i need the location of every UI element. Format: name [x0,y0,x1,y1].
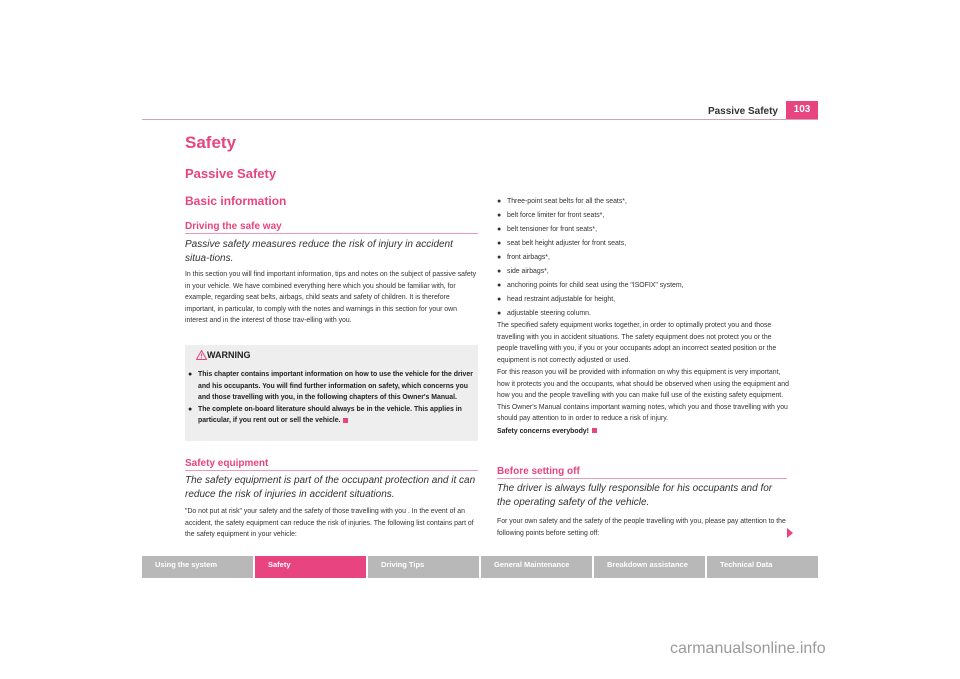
driving-body: In this section you will find important information, tips and notes on the subject of passive safety in your vehicle. We have combined everything here which you should be familiar with, for example, regarding seat belts, airbags, child seats and safety of children. It is therefore important, in particular, to comply with the notes and warnings in this section for your own interest and in the interest of those trav-elling with you. [185,271,477,324]
bullet-icon: ● [497,198,502,205]
paragraph: For this reason you will be provided with information on why this equipment is very important, how it protects you and the occupants, what should be observed when using the equipment and how you and the people travelling with you can make full use of the existing safety equipment. This Owner's Manual contains important warning notes, which you and those travelling with you should pay attention to in order to reduce a risk of injury. [497,369,789,422]
section-title: Passive Safety [185,166,277,181]
before-intro: The driver is always fully responsible for his occupants and for the operating safety of the vehicle. [497,483,773,508]
list-item: ● head restraint adjustable for height, [497,293,797,307]
list-item: ● belt force limiter for front seats*, [497,209,797,223]
list-item: ● anchoring points for child seat using the "ISOFIX" system, [497,279,797,293]
bullet-icon: ● [497,212,502,219]
before-body: For your own safety and the safety of the people travelling with you, please pay attention to the following points before setting off: [497,518,786,537]
warning-list [188,369,476,427]
bullet-icon: ● [497,282,502,289]
list-item: ● seat belt height adjuster for front seats, [497,237,797,251]
list-item: ● Three-point seat belts for all the seats*, [497,195,797,209]
bullet-icon: ● [497,296,502,303]
heading-rule [185,233,478,234]
heading-before-setting-off: Before setting off [497,466,580,477]
warning-box [185,345,478,441]
tab-driving-tips[interactable]: Driving Tips [368,556,479,578]
warning-title: WARNING [207,350,251,360]
list-item: ● front airbags*, [497,251,797,265]
warning-item-text: The complete on-board literature should always be in the vehicle. This applies in particular, if you rent out or sell the vehicle. [198,405,462,424]
equipment-body: "Do not put at risk" your safety and the safety of those travelling with you . In the event of an accident, the safety equipment can reduce the risk of injuries. The following list contains part of the safety equipment in your vehicle: [185,508,474,538]
tab-general-maintenance[interactable]: General Maintenance [481,556,592,578]
tab-safety[interactable]: Safety [255,556,366,578]
heading-rule [185,470,478,471]
subsection-title: Basic information [185,194,287,208]
watermark: carmanualsonline.info [670,640,826,657]
running-header-title: Passive Safety [707,106,778,117]
bullet-icon: ● [188,371,193,378]
list-item: ● belt tensioner for front seats*, [497,223,797,237]
next-page-arrow-icon[interactable] [787,528,793,538]
heading-driving-safe-way: Driving the safe way [185,221,282,232]
warning-triangle-icon [196,350,207,360]
chapter-title: Safety [185,133,237,152]
bullet-icon: ● [497,226,502,233]
bullet-icon: ● [497,240,502,247]
warning-item [188,369,476,404]
heading-safety-equipment: Safety equipment [185,458,269,469]
warning-item-text: This chapter contains important information on how to use the vehicle for the driver and his occupants. You will find further information on safety, which concerns you and those travelling with you, in the following chapters of this Owner's Manual. [198,371,473,401]
header-divider [142,119,818,120]
bullet-icon: ● [497,310,502,317]
end-of-section-icon [343,418,348,423]
footer-nav [142,556,818,578]
bullet-icon: ● [497,254,502,261]
list-item: ● side airbags*, [497,265,797,279]
equipment-intro: The safety equipment is part of the occupant protection and it can reduce the risk of injuries in accident situations. [185,475,476,500]
warning-item [188,404,476,427]
heading-rule [497,478,787,479]
paragraph-emphasis: Safety concerns everybody! [497,426,789,438]
page-number: 103 [786,101,818,119]
paragraph: The specified safety equipment works together, in order to optimally protect you and those travelling with you in accident situations. The safety equipment does not protect you or the people travelling with you, if you or your occupants adopt an incorrect seated position or the equipment is not correctly adjusted or used. [497,322,777,364]
driving-intro: Passive safety measures reduce the risk of injury in accident situa-tions. [185,239,453,264]
bullet-icon: ● [497,268,502,275]
tab-breakdown-assistance[interactable]: Breakdown assistance [594,556,705,578]
end-of-section-icon [592,428,597,433]
list-item: ● adjustable steering column. [497,307,797,321]
bullet-icon: ● [188,405,193,413]
equipment-list [497,195,797,321]
tab-technical-data[interactable]: Technical Data [707,556,818,578]
tab-using-the-system[interactable]: Using the system [142,556,253,578]
right-column-text [497,320,789,437]
